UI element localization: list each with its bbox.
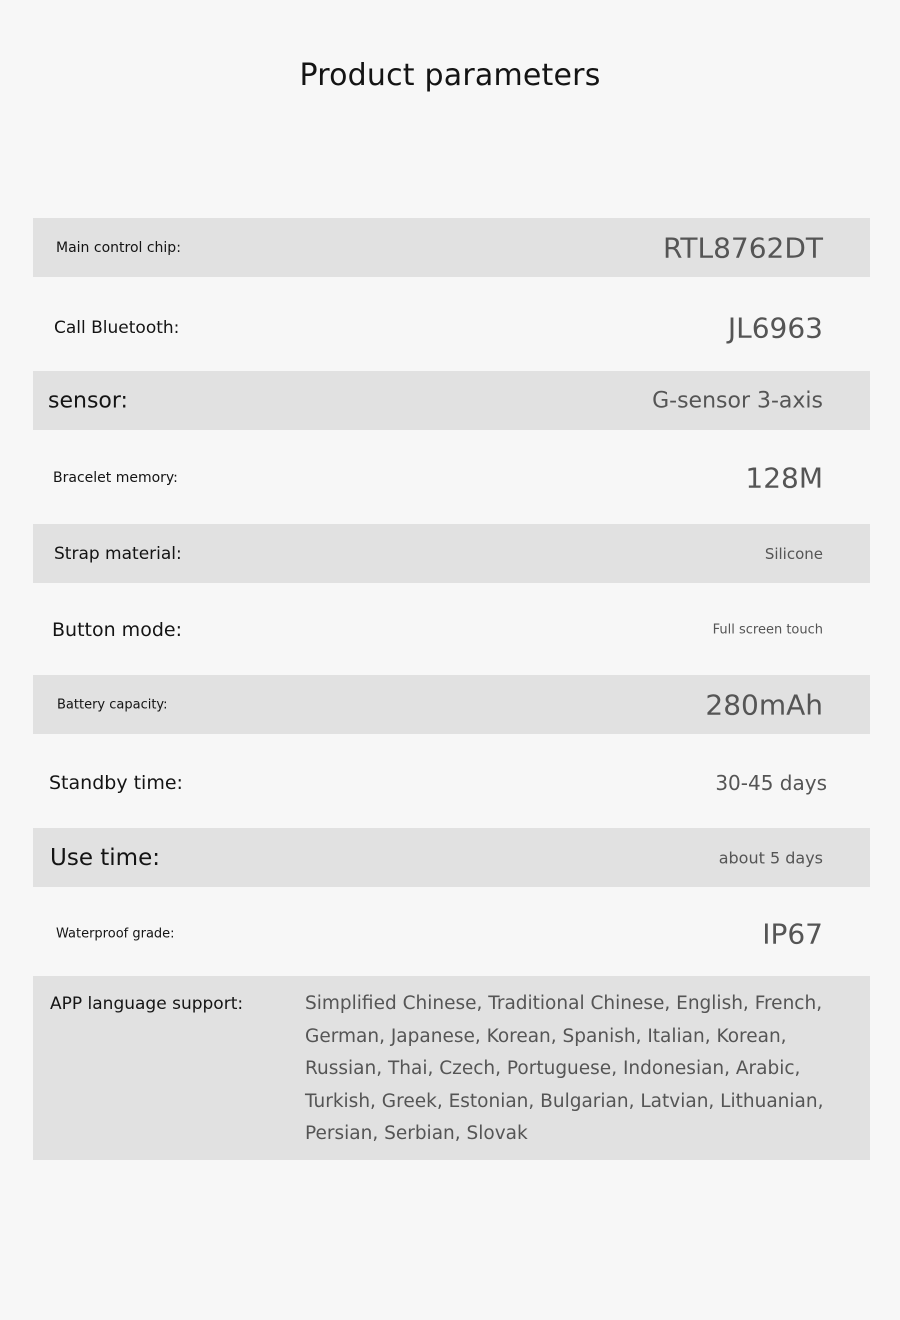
spec-value: G-sensor 3-axis — [652, 388, 823, 413]
spec-label: Call Bluetooth: — [54, 317, 180, 338]
spec-value: 128M — [745, 461, 823, 494]
spec-value: 280mAh — [705, 688, 823, 721]
spec-row-call-bluetooth — [33, 298, 870, 357]
spec-row-bracelet-memory — [33, 448, 870, 507]
spec-row-sensor — [33, 371, 870, 430]
spec-row-app-language-support — [33, 976, 870, 1160]
spec-value: Simplified Chinese, Traditional Chinese, English, French, German, Japanese, Korean, Spanish, Italian, Korean, Russian, Thai, Czech, Portuguese, Indonesian, Arabic, Turkish, Greek, Estonian, Bulgarian, Latvian, Lithuanian, Persian, Serbian, Slovak — [305, 993, 824, 1144]
spec-label: Battery capacity: — [57, 697, 168, 712]
spec-label: Main control chip: — [56, 239, 181, 256]
spec-value: 30-45 days — [715, 770, 827, 795]
spec-value: RTL8762DT — [662, 231, 823, 264]
spec-row-strap-material — [33, 524, 870, 583]
spec-row-battery-capacity — [33, 675, 870, 734]
spec-value: JL6963 — [727, 311, 823, 344]
spec-value: Full screen touch — [712, 622, 823, 637]
spec-row-waterproof-grade — [33, 904, 870, 963]
spec-label: APP language support: — [50, 994, 244, 1014]
spec-row-main-control-chip — [33, 218, 870, 277]
spec-label: sensor: — [48, 388, 128, 413]
spec-value: about 5 days — [718, 848, 823, 867]
spec-row-standby-time — [33, 753, 870, 812]
spec-label: Button mode: — [52, 618, 182, 641]
spec-row-use-time — [33, 828, 870, 887]
spec-label: Waterproof grade: — [56, 926, 175, 941]
spec-label: Use time: — [50, 844, 160, 871]
spec-value: IP67 — [762, 917, 823, 950]
spec-row-button-mode — [33, 600, 870, 659]
page-title: Product parameters — [299, 58, 601, 93]
spec-label: Bracelet memory: — [53, 469, 178, 486]
spec-label: Strap material: — [54, 543, 182, 564]
spec-value: Silicone — [764, 544, 823, 563]
spec-label: Standby time: — [49, 771, 183, 794]
